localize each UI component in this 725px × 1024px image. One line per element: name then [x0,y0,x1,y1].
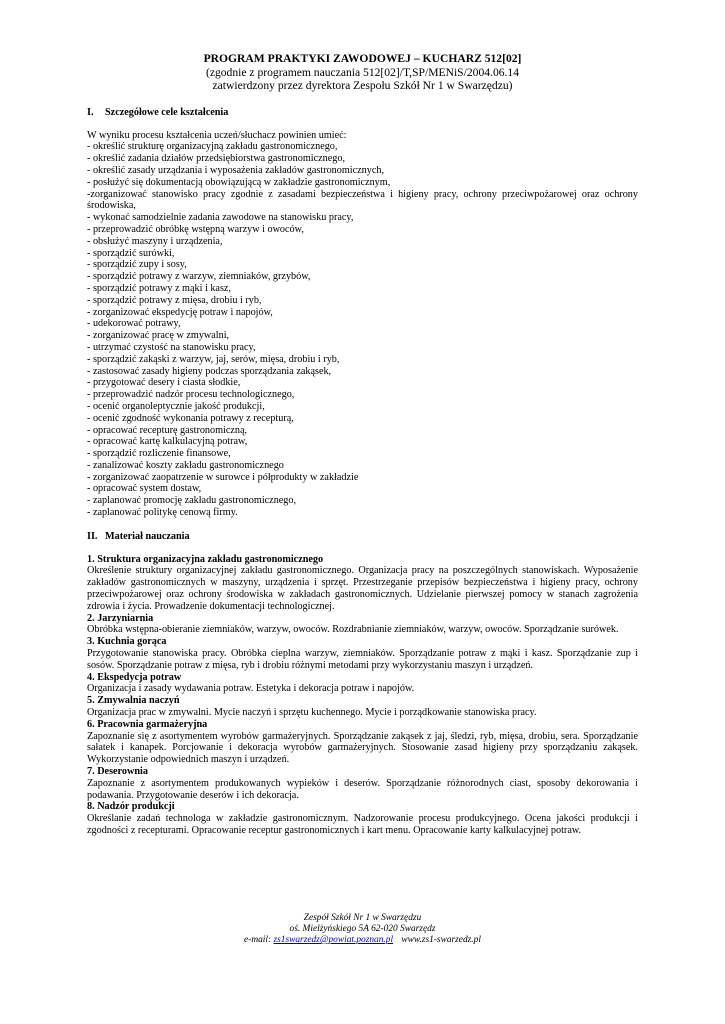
section-2-title: Materiał nauczania [105,530,190,542]
material-topic [87,672,638,696]
material-topic [87,613,638,637]
goal-item: - opracować system dostaw, [87,483,202,495]
document-title: PROGRAM PRAKTYKI ZAWODOWEJ – KUCHARZ 512[02] [203,52,522,65]
goal-item: - przygotować desery i ciasta słodkie, [87,377,241,389]
goal-item: - określić zasady urządzania i wyposażenia zakładów gastronomicznych, [87,164,385,176]
goal-item: - utrzymać czystość na stanowisku pracy, [87,341,256,353]
material-topic-body: Określenie struktury organizacyjnej zakładu gastronomicznego. Organizacja pracy na poszczególnych stanowiskach. Wyposażenie zakładów gastronomicznych w maszyny, urządzenia i sprzęt. Przestrzeganie przepisów bezpieczeństwa i higieny pracy, ochrony przeciwpożarowej oraz ochrony środowiska w zakładach gastronomicznych. Udzielanie pierwszej pomocy w stanach zagrożenia zdrowia i życia. Prowadzenie dokumentacji technologicznej. [87,565,638,612]
goal-item: - zorganizować ekspedycję potraw i napojów, [87,306,273,318]
material-topic [87,636,638,671]
goal-item: - przeprowadzić obróbkę wstępną warzyw i owoców, [87,223,304,235]
materials-list [87,554,638,837]
material-topic-body: Przygotowanie stanowiska pracy. Obróbka cieplna warzyw, ziemniaków. Sporządzanie potraw z mąki i kasz. Sporządzanie zup i sosów. Sporządzanie potraw z mięsa, ryb i drobiu różnymi metodami przy wykorzystaniu maszyn i urządzeń. [87,648,638,671]
footer-email-label: e-mail: [244,935,272,945]
material-topic-body: Określanie zadań technologa w zakładzie gastronomicznym. Nadzorowanie procesu produkcyjnego. Ocena jakości produkcji i zgodności z recepturami. Opracowanie receptur gastronomicznych i kart menu. Opracowanie karty kalkulacyjnej potraw. [87,813,638,836]
footer-website[interactable]: www.zs1-swarzedz.pl [401,935,481,945]
material-topic-heading: 6. Pracownia garmażeryjna [87,718,208,730]
goal-item: - opracować recepturę gastronomiczną, [87,424,248,436]
goal-item: - określić zadania działów przedsiębiorstwa gastronomicznego, [87,153,345,165]
goal-item: - udekorować potrawy, [87,318,181,330]
footer-address: oś. Mielżyńskiego 5A 62-020 Swarzędz [289,924,436,934]
footer-school-name: Zespół Szkół Nr 1 w Swarzędzu [303,913,422,923]
goal-item: - sporządzić rozliczenie finansowe, [87,448,231,460]
goal-item: - sporządzić zupy i sosy, [87,259,187,271]
goal-item: -zorganizować stanowisko pracy zgodnie z zasadami bezpieczeństwa i higieny pracy, ochrony przeciwpożarowej oraz ochrony środowiska, [87,188,638,212]
section-2-number: II. [87,530,98,542]
material-topic [87,554,638,613]
material-topic-heading: 5. Zmywalnia naczyń [87,695,180,707]
goal-item: - sporządzić surówki, [87,247,175,259]
section-2-heading [87,531,638,543]
section-1-intro: W wyniku procesu kształcenia uczeń/słuchacz powinien umieć: [87,129,347,141]
material-topic-body: Organizacja prac w zmywalni. Mycie naczyń i sprzętu kuchennego. Mycie i porządkowanie stanowiska pracy. [87,707,537,719]
goal-item: - opracować kartę kalkulacyjną potraw, [87,436,248,448]
goals-list [87,141,638,519]
material-topic-heading: 3. Kuchnia gorąca [87,636,167,648]
goal-item: - określić strukturę organizacyjną zakładu gastronomicznego, [87,141,338,153]
material-topic-body: Organizacja i zasady wydawania potraw. Estetyka i dekoracja potraw i napojów. [87,683,415,695]
goal-item: - zaplanować promocję zakładu gastronomicznego, [87,495,297,507]
goal-item: - sporządzić zakąski z warzyw, jaj, serów, mięsa, drobiu i ryb, [87,353,340,365]
material-topic-heading: 7. Deserownia [87,766,148,778]
goal-item: - ocenić zgodność wykonania potrawy z recepturą, [87,412,294,424]
goal-item: - sporządzić potrawy z warzyw, ziemniaków, grzybów, [87,271,311,283]
goal-item: - obsłużyć maszyny i urządzenia, [87,235,223,247]
document-subtitle-line-2: zatwierdzony przez dyrektora Zespołu Szkół Nr 1 w Swarzędzu) [212,79,513,93]
material-topic-heading: 2. Jarzyniarnia [87,612,154,624]
footer-email-link[interactable]: zs1swarzedz@powiat.poznan.pl [273,935,394,945]
material-topic-body: Zapoznanie z asortymentem produkowanych wypieków i deserów. Sporządzanie różnorodnych ciast, sposoby dekorowania i podawania. Przygotowanie deserów i ich dekoracja. [87,777,638,801]
document-header [87,52,638,93]
document-footer [0,913,725,946]
section-1-number: I. [87,106,94,118]
goal-item: - sporządzić potrawy z mięsa, drobiu i ryb, [87,294,262,306]
material-topic [87,719,638,766]
section-1-heading [87,107,638,119]
goal-item: - posłużyć się dokumentacją obowiązującą w zakładzie gastronomicznym, [87,176,391,188]
goal-item: - zanalizować koszty zakładu gastronomicznego [87,459,284,471]
material-topic-body: Obróbka wstępna-obieranie ziemniaków, warzyw, owoców. Rozdrabnianie ziemniaków, warzyw, owoców. Sporządzanie surówek. [87,624,619,636]
goal-item: - sporządzić potrawy z mąki i kasz, [87,282,231,294]
footer-contact [0,935,725,946]
document-subtitle-line-1: (zgodnie z programem nauczania 512[02]/T,SP/MENiS/2004.06.14 [205,65,520,79]
section-1-title: Szczegółowe cele kształcenia [105,106,229,118]
goal-item: - przeprowadzić nadzór procesu technologicznego, [87,389,295,401]
material-topic [87,766,638,801]
material-topic-heading: 4. Ekspedycja potraw [87,671,182,683]
material-topic [87,801,638,836]
goal-item: - zorganizować zaopatrzenie w surowce i półprodukty w zakładzie [87,471,359,483]
material-topic-body: Zapoznanie się z asortymentem wyrobów garmażeryjnych. Sporządzanie zakąsek z jaj, śledzi, ryb, mięsa, drobiu, sera. Sporządzanie sałatek i kanapek. Porcjowanie i dekoracja wyrobów garmażeryjnych. Stosowanie zasad higieny przy sporządzaniu zakąsek. Wykorzystanie odpowiednich maszyn i urządzeń. [87,730,638,766]
material-topic-heading: 1. Struktura organizacyjna zakładu gastronomicznego [87,553,324,565]
goal-item: - zastosować zasady higieny podczas sporządzania zakąsek, [87,365,332,377]
goal-item: - zaplanować politykę cenową firmy. [87,507,238,519]
goal-item: - zorganizować pracę w zmywalni, [87,330,230,342]
material-topic [87,695,638,719]
goal-item: - ocenić organoleptycznie jakość produkcji, [87,400,265,412]
goal-item: - wykonać samodzielnie zadania zawodowe na stanowisku pracy, [87,212,354,224]
material-topic-heading: 8. Nadzór produkcji [87,801,175,813]
